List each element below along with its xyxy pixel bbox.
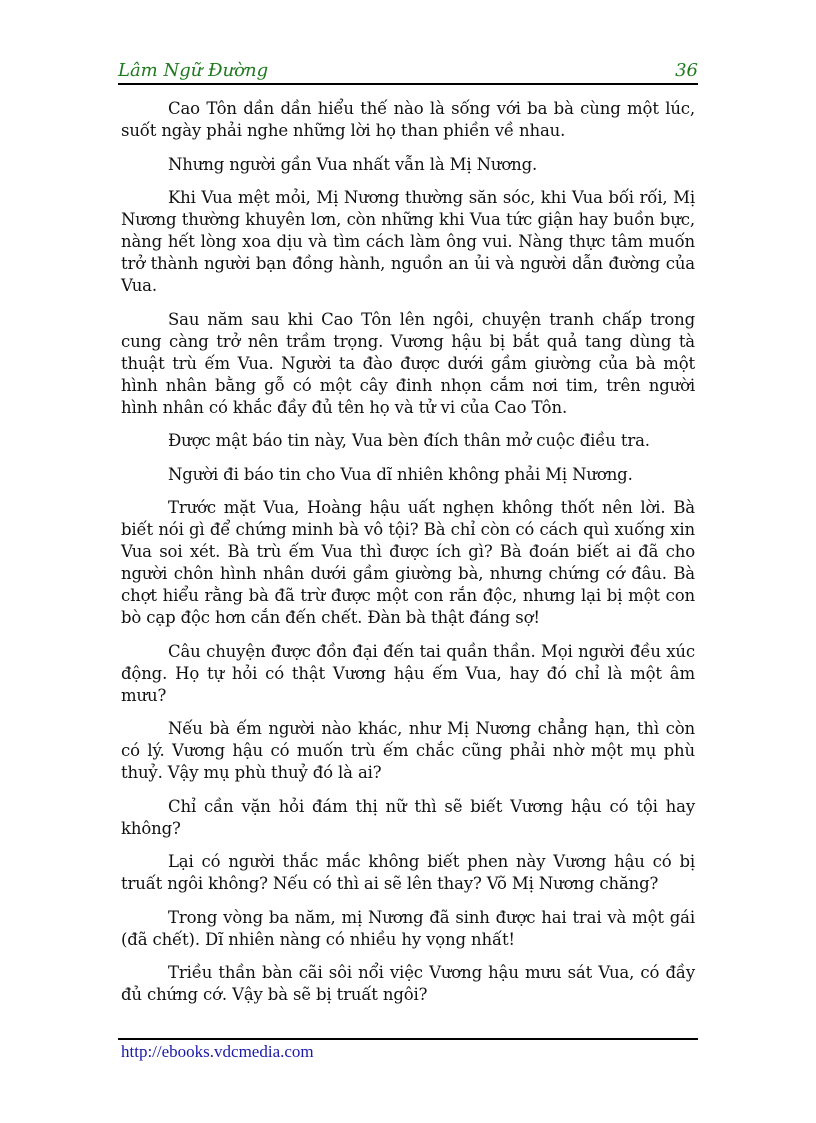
paragraph: Nếu bà ếm người nào khác, như Mị Nương chẳng hạn, thì còn có lý. Vương hậu có muốn trù ếm chắc cũng phải nhờ một mụ phù thuỷ. Vậy mụ phù thuỷ đó là ai? [121,719,695,782]
header-rule [118,83,698,85]
paragraph: Triều thần bàn cãi sôi nổi việc Vương hậu mưu sát Vua, có đầy đủ chứng cớ. Vậy bà sẽ bị truất ngôi? [121,963,695,1004]
body-text [121,98,695,1018]
paragraph: Câu chuyện được đồn đại đến tai quần thần. Mọi người đều xúc động. Họ tự hỏi có thật Vương hậu ếm Vua, hay đó chỉ là một âm mưu? [121,641,695,705]
footer-rule [118,1038,698,1040]
paragraph: Lại có người thắc mắc không biết phen này Vương hậu có bị truất ngôi không? Nếu có thì ai sẽ lên thay? Võ Mị Nương chăng? [121,852,695,893]
paragraph: Trước mặt Vua, Hoàng hậu uất nghẹn không thốt nên lời. Bà biết nói gì để chứng minh bà vô tội? Bà chỉ còn có cách quì xuống xin Vua soi xét. Bà trù ếm Vua thì được ích gì? Bà đoán biết ai đã cho người chôn hình nhân dưới gầm giường bà, nhưng chứng cớ đâu. Bà chợt hiểu rằng bà đã trừ được một con rắn độc, nhưng lại bị một con bò cạp độc hơn cắn đến chết. Đàn bà thật đáng sợ! [121,498,695,627]
page-header [118,58,698,84]
paragraph: Nhưng người gần Vua nhất vẫn là Mị Nương. [168,154,538,174]
page-number: 36 [675,60,698,81]
paragraph: Được mật báo tin này, Vua bèn đích thân mở cuộc điều tra. [168,431,650,450]
paragraph: Chỉ cần vặn hỏi đám thị nữ thì sẽ biết Vương hậu có tội hay không? [121,796,695,838]
paragraph: Người đi báo tin cho Vua dĩ nhiên không phải Mị Nương. [168,464,633,484]
paragraph: Cao Tôn dần dần hiểu thế nào là sống với ba bà cùng một lúc, suốt ngày phải nghe những lời họ than phiền về nhau. [121,99,695,140]
footer-url-link[interactable]: http://ebooks.vdcmedia.com [121,1042,314,1061]
paragraph: Trong vòng ba năm, mị Nương đã sinh được hai trai và một gái (đã chết). Dĩ nhiên nàng có nhiều hy vọng nhất! [121,907,695,949]
header-author: Lâm Ngữ Đường [118,60,269,81]
paragraph: Sau năm sau khi Cao Tôn lên ngôi, chuyện tranh chấp trong cung càng trở nên trầm trọng. Vương hậu bị bắt quả tang dùng tà thuật trù ếm Vua. Người ta đào được dưới gầm giường của bà một hình nhân bằng gỗ có một cây đinh nhọn cắm nơi tim, trên người hình nhân có khắc đầy đủ tên họ và tử vi của Cao Tôn. [121,309,695,417]
paragraph: Khi Vua mệt mỏi, Mị Nương thường săn sóc, khi Vua bối rối, Mị Nương thường khuyên lơn, còn những khi Vua tức giận hay buồn bực, nàng hết lòng xoa dịu và tìm cách làm ông vui. Nàng thực tâm muốn trở thành người bạn đồng hành, nguồn an ủi và người dẫn đường của Vua. [121,188,695,295]
